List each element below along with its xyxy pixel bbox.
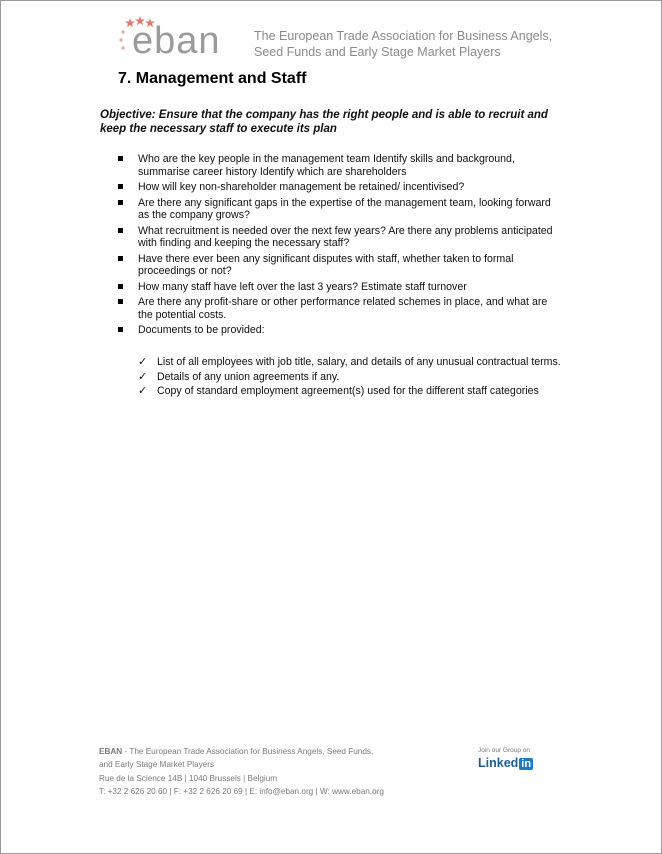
footer-address: Rue de la Science 14B | 1040 Brussels | Belgium [99, 773, 278, 783]
document-header [118, 14, 558, 64]
list-item-text: How many staff have left over the last 3 years? Estimate staff turnover [138, 280, 467, 293]
list-item [114, 153, 564, 178]
header-tagline [254, 28, 552, 60]
list-item [114, 324, 564, 337]
footer-brand: EBAN [99, 747, 123, 756]
checkmark-icon: ✓ [138, 356, 148, 368]
document-item-text: List of all employees with job title, salary, and details of any unusual contractual terms. [157, 356, 561, 368]
question-list [114, 153, 564, 340]
list-item [114, 253, 564, 278]
list-item-text: How will key non-shareholder management be retained/ incentivised? [138, 181, 465, 193]
document-footer [99, 745, 429, 798]
footer-line-2: and Early Stage Market Players [99, 760, 215, 770]
list-item [114, 197, 564, 222]
list-item-text: What recruitment is needed over the next few years? Are there any problems anticipated with finding and keeping the necessary staff? [138, 224, 553, 249]
checkmark-icon: ✓ [138, 370, 148, 383]
list-item-text: Have there ever been any significant disputes with staff, whether taken to formal proceedings or not? [138, 252, 514, 277]
document-item [138, 384, 578, 399]
list-item [114, 225, 564, 250]
linkedin-caption: Join our Group on [478, 747, 531, 754]
linkedin-badge[interactable] [478, 747, 548, 770]
document-item [138, 370, 578, 385]
list-item-text: Documents to be provided: [138, 324, 265, 336]
document-item [138, 355, 578, 370]
list-item [114, 181, 564, 194]
list-item-text: Who are the key people in the management team Identify skills and background, summarise career history Identify which are shareholders [138, 153, 515, 178]
tagline-line-1: The European Trade Association for Business Angels, [254, 29, 553, 43]
documents-list [138, 355, 578, 399]
square-bullet-icon [118, 200, 123, 205]
list-item-text: Are there any significant gaps in the expertise of the management team, looking forward as the company grows? [138, 196, 551, 221]
footer-contact: T: +32 2 626 20 60 | F: +32 2 626 20 69 | E: info@eban.org | W: www.eban.org [99, 786, 384, 796]
square-bullet-icon [118, 327, 123, 332]
square-bullet-icon [118, 156, 123, 161]
document-item-text: Copy of standard employment agreement(s) used for the different staff categories [157, 385, 539, 397]
linkedin-in-icon: in [521, 758, 532, 770]
square-bullet-icon [118, 184, 123, 189]
checkmark-icon: ✓ [138, 385, 148, 397]
logo-wordmark: eban [132, 20, 221, 62]
footer-line-1-text: - The European Trade Association for Business Angels, Seed Funds, [122, 747, 374, 756]
square-bullet-icon [118, 256, 123, 261]
document-item-text: Details of any union agreements if any. [157, 370, 340, 383]
square-bullet-icon [118, 284, 123, 289]
linkedin-logo [478, 756, 548, 770]
eban-logo [118, 14, 238, 64]
footer-line-1 [99, 745, 429, 758]
square-bullet-icon [118, 299, 123, 304]
objective-text: Objective: Ensure that the company has the right people and is able to recruit and keep the necessary staff to execute its plan [100, 109, 548, 135]
list-item [114, 296, 564, 321]
list-item-text: Are there any profit-share or other performance related schemes in place, and what are the potential costs. [138, 296, 548, 321]
square-bullet-icon [118, 228, 123, 233]
linkedin-word: Linked [478, 756, 519, 770]
tagline-line-2: Seed Funds and Early Stage Market Players [254, 45, 501, 59]
section-heading: 7. Management and Staff [118, 70, 307, 87]
list-item [114, 281, 564, 294]
